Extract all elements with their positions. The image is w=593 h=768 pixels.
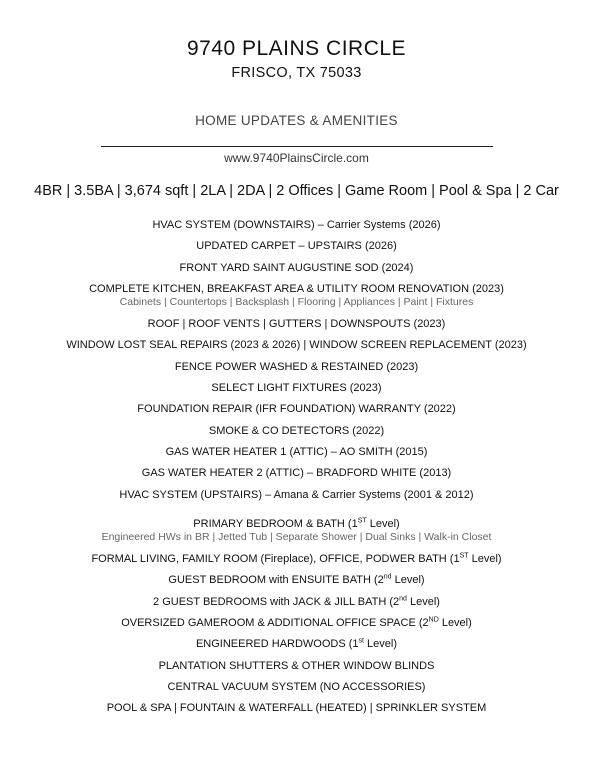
update-item: FRONT YARD SAINT AUGUSTINE SOD (2024) [179,261,414,274]
amenity-item: ENGINEERED HARDWOODS (1st Level) [195,637,398,651]
amenity-item: POOL & SPA | FOUNTAIN & WATERFALL (HEATED) | SPRINKLER SYSTEM [106,702,487,715]
update-item: SMOKE & CO DETECTORS (2022) [208,424,385,437]
property-address: 9740 PLAINS CIRCLE [186,37,407,60]
divider [101,146,493,147]
update-item: FOUNDATION REPAIR (IFR FOUNDATION) WARRANTY (2022) [137,403,456,416]
amenity-item: 2 GUEST BEDROOMS with JACK & JILL BATH (2nd Level) [153,595,440,608]
update-item: FENCE POWER WASHED & RESTAINED (2023) [174,360,419,373]
features-list [0,218,593,723]
property-stats: 4BR | 3.5BA | 3,674 sqft | 2LA | 2DA | 2 Offices | Game Room | Pool & Spa | 2 Car [34,183,559,199]
amenity-item-detail: Engineered HWs in BR | Jetted Tub | Separate Shower | Dual Sinks | Walk-in Closet [101,530,492,543]
update-item: GAS WATER HEATER 1 (ATTIC) – AO SMITH (2015) [165,445,428,458]
city-state-zip: FRISCO, TX 75033 [231,65,362,81]
update-item: ROOF | ROOF VENTS | GUTTERS | DOWNSPOUTS (2023) [147,318,446,331]
amenity-item: OVERSIZED GAMEROOM & ADDITIONAL OFFICE SPACE (2ND Level) [121,616,472,630]
update-item: GAS WATER HEATER 2 (ATTIC) – BRADFORD WHITE (2013) [141,467,452,480]
amenity-item: FORMAL LIVING, FAMILY ROOM (Fireplace), OFFICE, PODWER BATH (1ST Level) [91,552,502,566]
update-item-detail: Cabinets | Countertops | Backsplash | Flooring | Appliances | Paint | Fixtures [119,295,474,308]
update-item: SELECT LIGHT FIXTURES (2023) [211,382,382,395]
update-item: HVAC SYSTEM (DOWNSTAIRS) – Carrier Systems (2026) [152,219,441,231]
update-item: UPDATED CARPET – UPSTAIRS (2026) [196,240,397,253]
amenity-item: CENTRAL VACUUM SYSTEM (NO ACCESSORIES) [167,680,426,693]
spacer [0,509,593,517]
section-title: HOME UPDATES & AMENITIES [195,113,398,128]
website-url: www.9740PlainsCircle.com [224,151,369,165]
update-item: COMPLETE KITCHEN, BREAKFAST AREA & UTILITY ROOM RENOVATION (2023) [89,282,504,295]
amenity-item: PLANTATION SHUTTERS & OTHER WINDOW BLINDS [158,659,435,672]
amenity-item: GUEST BEDROOM with ENSUITE BATH (2nd Level) [168,573,425,587]
amenity-item: PRIMARY BEDROOM & BATH (1ST Level) [193,517,400,530]
update-item: HVAC SYSTEM (UPSTAIRS) – Amana & Carrier Systems (2001 & 2012) [119,488,474,501]
update-item: WINDOW LOST SEAL REPAIRS (2023 & 2026) | WINDOW SCREEN REPLACEMENT (2023) [66,339,527,352]
